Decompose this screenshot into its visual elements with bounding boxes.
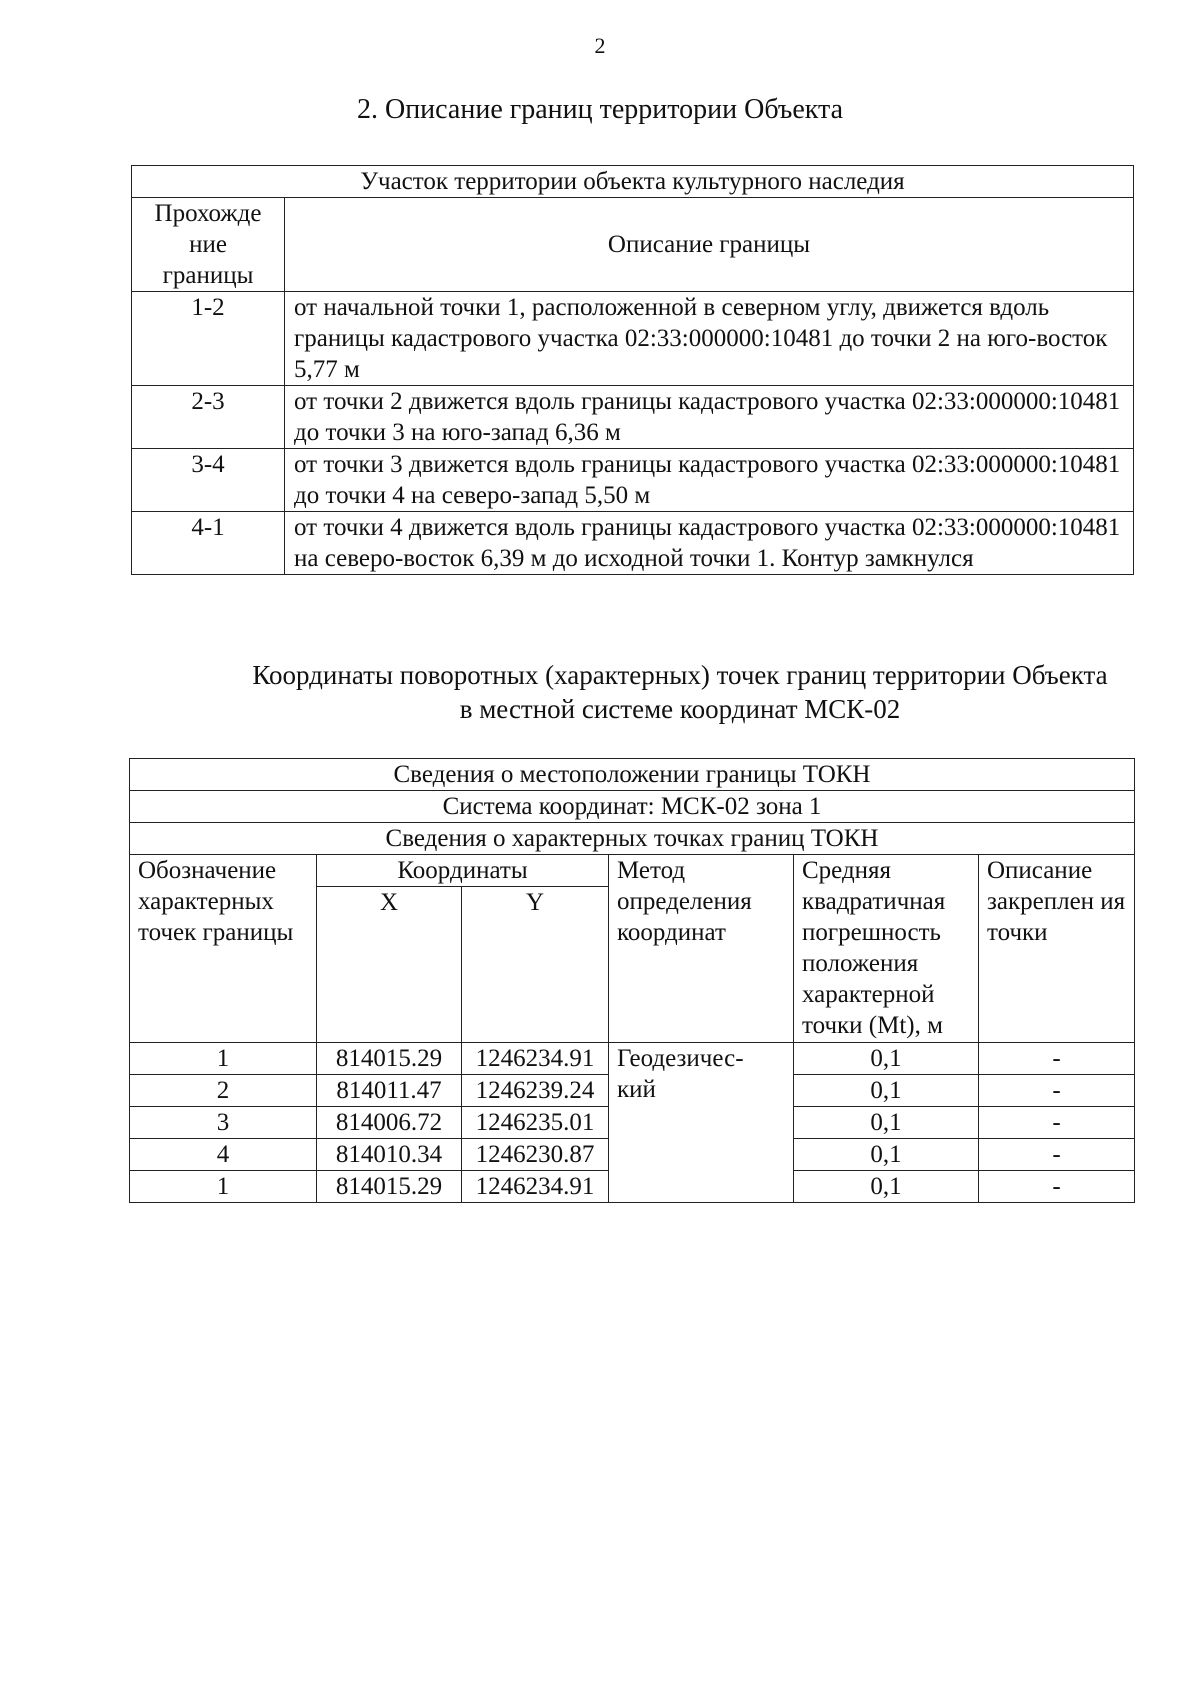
location-info-header: Сведения о местоположении границы ТОКН [130, 759, 1135, 791]
table-row [132, 386, 1134, 449]
fixing-cell: - [979, 1075, 1135, 1107]
fixing-cell: - [979, 1043, 1135, 1075]
section-title: 2. Описание границ территории Объекта [356, 94, 844, 125]
x-cell: 814011.47 [317, 1075, 462, 1107]
error-cell: 0,1 [794, 1075, 979, 1107]
designation-column-header: Обозначение характерных точек границы [130, 855, 317, 1043]
error-cell: 0,1 [794, 1043, 979, 1075]
x-cell: 814015.29 [317, 1171, 462, 1203]
table-row [132, 512, 1134, 575]
error-cell: 0,1 [794, 1107, 979, 1139]
description-cell: от точки 2 движется вдоль границы кадастрового участка 02:33:000000:10481 до точки 3 на юго-запад 6,36 м [285, 386, 1134, 449]
x-column-header: X [317, 887, 462, 1043]
fixing-cell: - [979, 1139, 1135, 1171]
segment-cell: 3-4 [132, 449, 285, 512]
coordinates-title: Координаты поворотных (характерных) точек границ территории Объекта в местной системе координат МСК-02 [252, 660, 1108, 724]
segment-cell: 2-3 [132, 386, 285, 449]
error-cell: 0,1 [794, 1139, 979, 1171]
point-cell: 3 [130, 1107, 317, 1139]
coordinates-column-header: Координаты [317, 855, 609, 887]
characteristic-points-header: Сведения о характерных точках границ ТОКН [130, 823, 1135, 855]
method-cell: Геодезичес- кий [609, 1043, 794, 1203]
fixing-cell: - [979, 1171, 1135, 1203]
table-row [132, 292, 1134, 386]
characteristic-points-table [129, 758, 1135, 1203]
point-cell: 1 [130, 1171, 317, 1203]
error-column-header: Средняя квадратичная погрешность положения характерной точки (Mt), м [794, 855, 979, 1043]
y-cell: 1246235.01 [462, 1107, 609, 1139]
fixing-cell: - [979, 1107, 1135, 1139]
x-cell: 814015.29 [317, 1043, 462, 1075]
passage-column-header: Прохожде ние границы [132, 198, 285, 292]
point-cell: 2 [130, 1075, 317, 1107]
y-cell: 1246230.87 [462, 1139, 609, 1171]
y-cell: 1246239.24 [462, 1075, 609, 1107]
description-cell: от точки 4 движется вдоль границы кадастрового участка 02:33:000000:10481 на северо-восток 6,39 м до исходной точки 1. Контур замкнулся [285, 512, 1134, 575]
x-cell: 814006.72 [317, 1107, 462, 1139]
page-number: 2 [594, 33, 606, 58]
description-cell: от начальной точки 1, расположенной в северном углу, движется вдоль границы кадастрового участка 02:33:000000:10481 до точки 2 на юго-восток 5,77 м [285, 292, 1134, 386]
x-cell: 814010.34 [317, 1139, 462, 1171]
table-row [130, 1043, 1135, 1075]
table-row [132, 449, 1134, 512]
fixing-column-header: Описание закреплен ия точки [979, 855, 1135, 1043]
y-cell: 1246234.91 [462, 1171, 609, 1203]
segment-cell: 4-1 [132, 512, 285, 575]
method-column-header: Метод определения координат [609, 855, 794, 1043]
boundary-description-table [131, 165, 1134, 575]
segment-cell: 1-2 [132, 292, 285, 386]
description-cell: от точки 3 движется вдоль границы кадастрового участка 02:33:000000:10481 до точки 4 на северо-запад 5,50 м [285, 449, 1134, 512]
point-cell: 4 [130, 1139, 317, 1171]
y-column-header: Y [462, 887, 609, 1043]
description-column-header: Описание границы [285, 198, 1134, 292]
boundary-section-header: Участок территории объекта культурного наследия [132, 166, 1134, 198]
y-cell: 1246234.91 [462, 1043, 609, 1075]
error-cell: 0,1 [794, 1171, 979, 1203]
coordinate-system-header: Система координат: МСК-02 зона 1 [130, 791, 1135, 823]
point-cell: 1 [130, 1043, 317, 1075]
